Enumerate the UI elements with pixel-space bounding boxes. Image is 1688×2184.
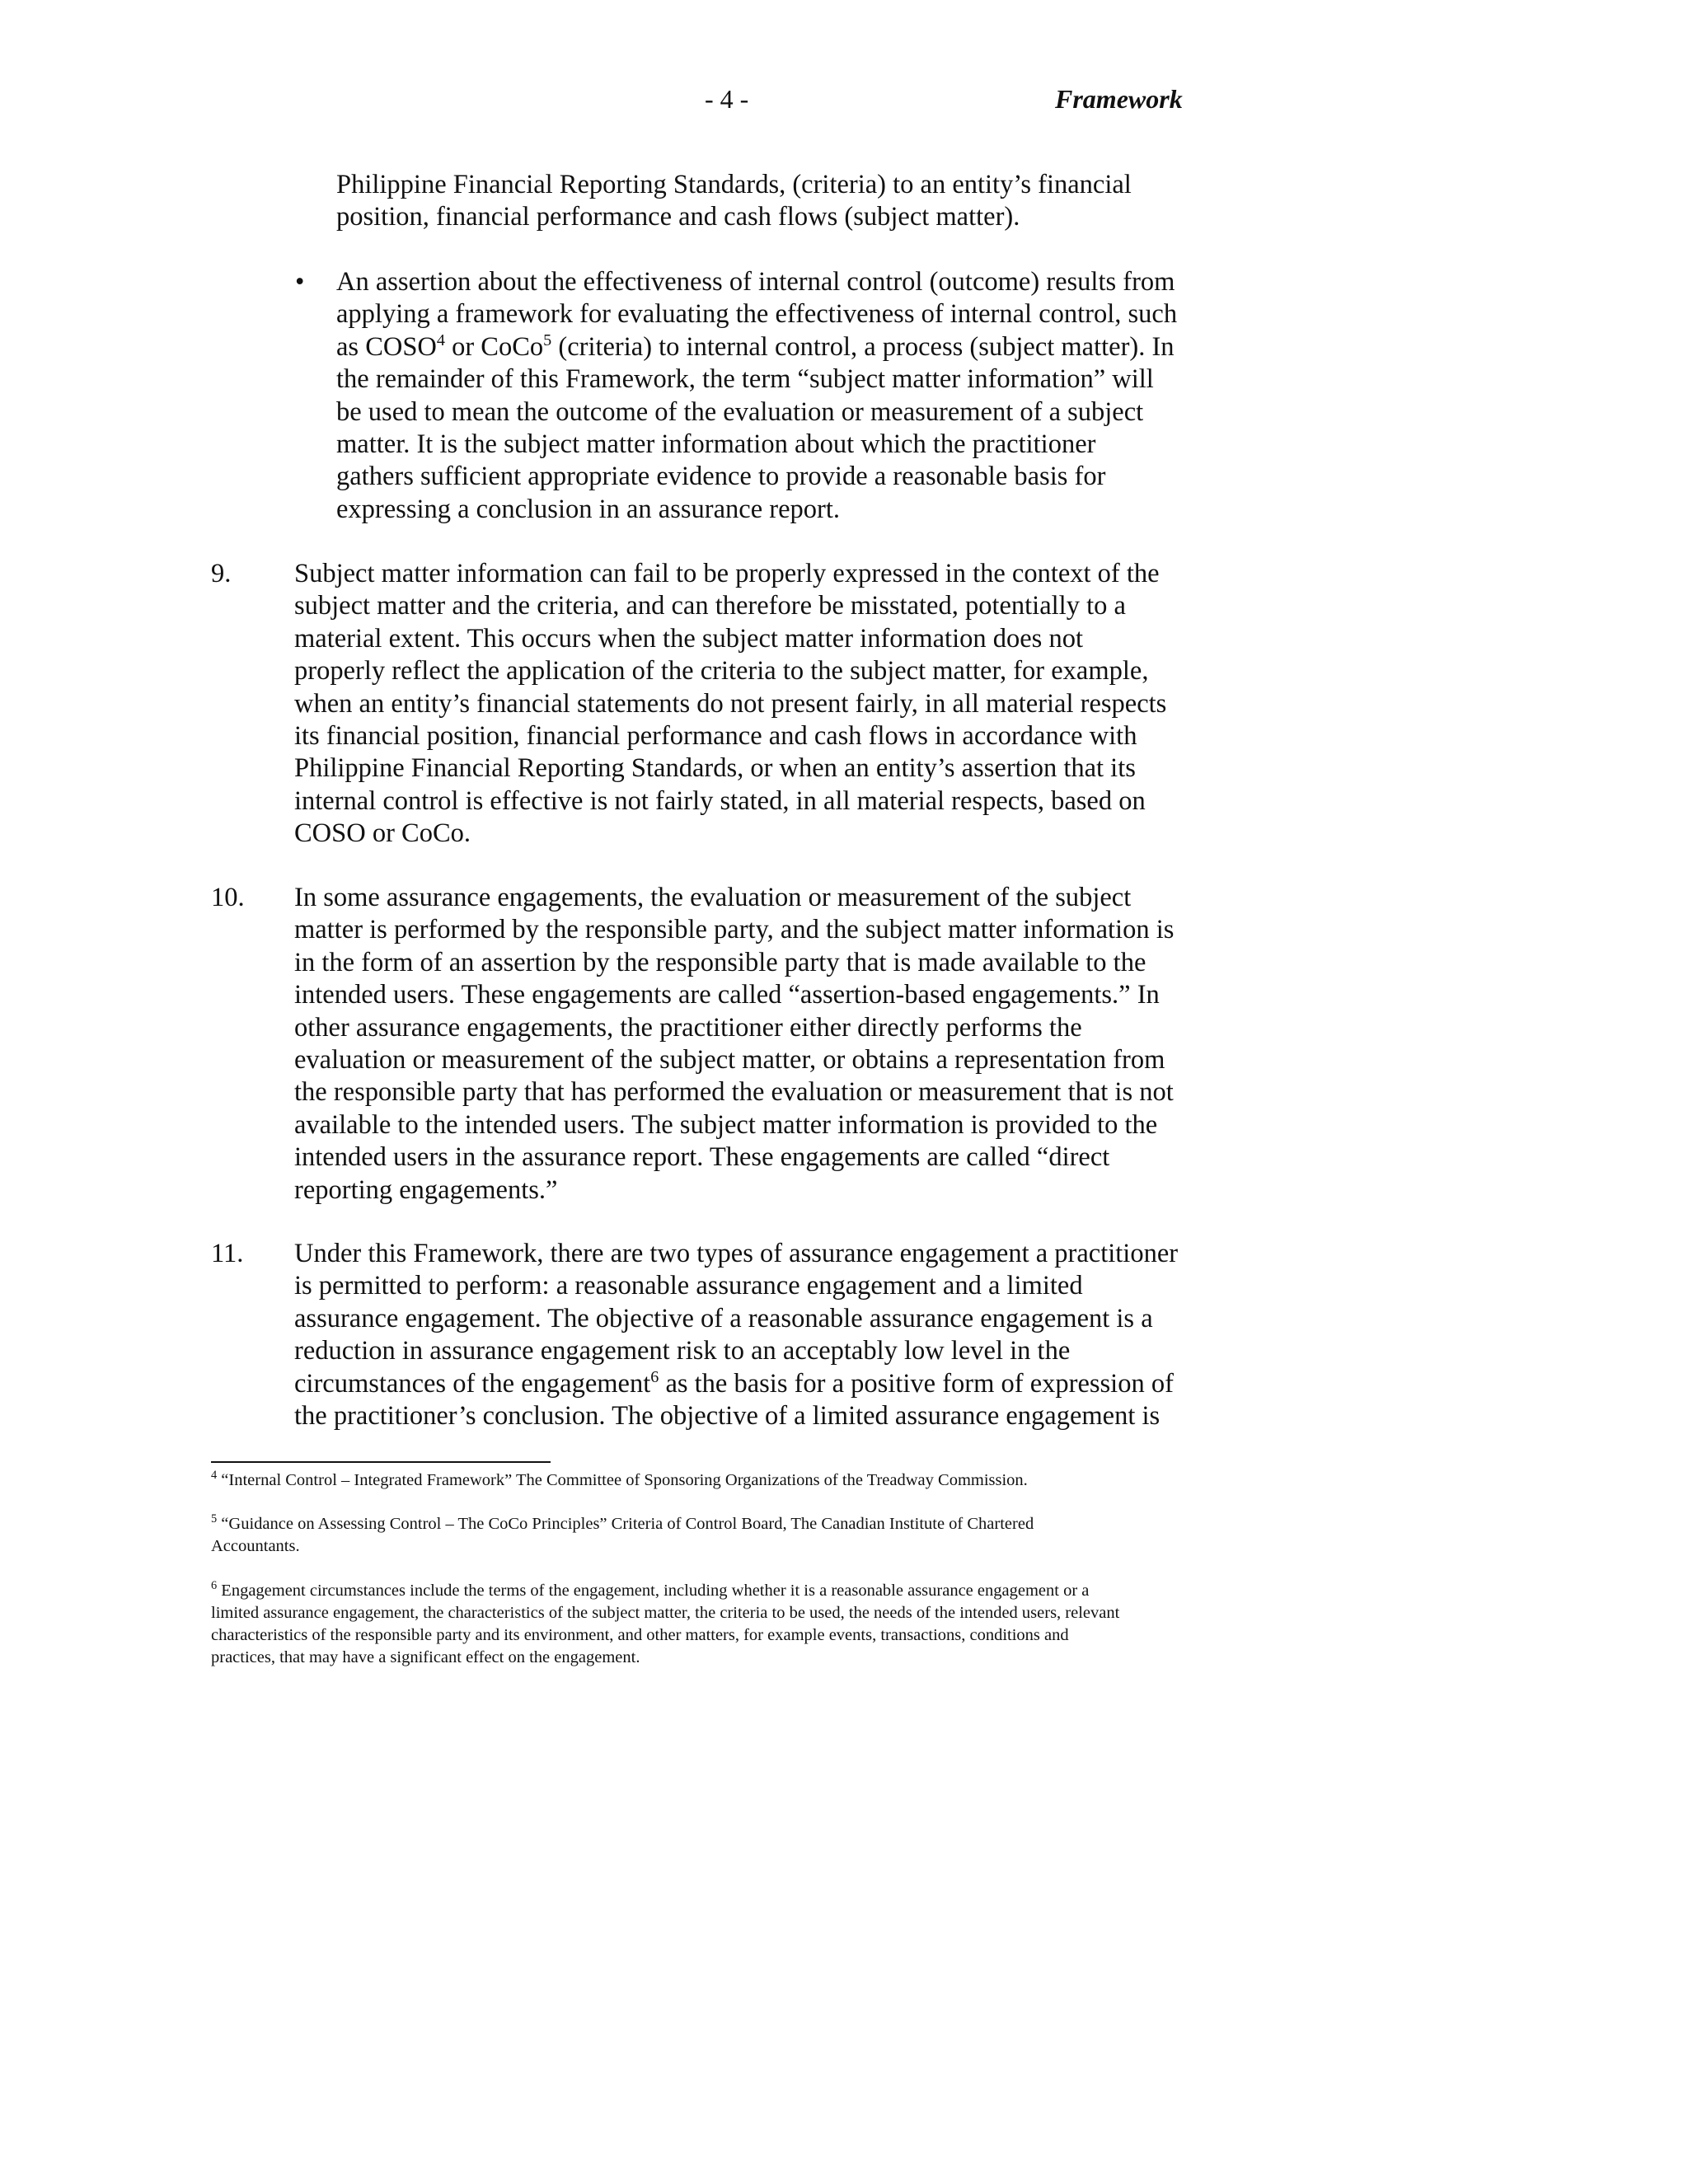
text-line: subject matter and the criteria, and can therefore be misstated, potentially to a: [294, 591, 1126, 621]
text-line: gathers sufficient appropriate evidence to provide a reasonable basis for: [336, 462, 1106, 492]
document-title: Framework: [1055, 84, 1183, 114]
text-line: in the form of an assertion by the responsible party that is made available to the: [294, 947, 1146, 977]
text-line: internal control is effective is not fairly stated, in all material respects, based on: [294, 785, 1146, 816]
text-line: intended users. These engagements are called “assertion-based engagements.” In: [294, 980, 1160, 1010]
text-line: assurance engagement. The objective of a reasonable assurance engagement is a: [294, 1303, 1153, 1333]
footnote-line: practices, that may have a significant effect on the engagement.: [211, 1648, 640, 1666]
page-header: [0, 84, 1688, 125]
footnote-text: Engagement circumstances include the terms of the engagement, including whether it is a reasonable assurance engagement or a: [217, 1582, 1090, 1600]
text-run: as the basis for a positive form of expression of: [659, 1368, 1174, 1399]
footnote-line: [211, 1513, 1241, 1535]
text-line: Subject matter information can fail to be properly expressed in the context of the: [294, 559, 1160, 588]
text-line: other assurance engagements, the practitioner either directly performs the: [294, 1012, 1082, 1043]
footnote-line: Accountants.: [211, 1537, 300, 1555]
bullet-marker: •: [295, 267, 305, 297]
text-line: its financial position, financial performance and cash flows in accordance with: [294, 721, 1137, 752]
text-line: An assertion about the effectiveness of internal control (outcome) results from: [336, 267, 1175, 297]
footnote-mark: 6: [211, 1579, 218, 1593]
text-line: reporting engagements.”: [294, 1174, 558, 1205]
footnote-separator: [211, 1461, 551, 1463]
text-line: be used to mean the outcome of the evaluation or measurement of a subject: [336, 396, 1144, 427]
text-run: circumstances of the engagement: [294, 1368, 651, 1399]
text-line: expressing a conclusion in an assurance report.: [336, 494, 840, 524]
text-line: properly reflect the application of the criteria to the subject matter, for example,: [294, 656, 1149, 687]
paragraph-number: 10.: [211, 883, 245, 912]
text-line: applying a framework for evaluating the effectiveness of internal control, such: [336, 299, 1178, 330]
footnote-line: [211, 1469, 1241, 1492]
text-line: Philippine Financial Reporting Standards, (criteria) to an entity’s financial: [336, 170, 1132, 199]
footnote-line: [211, 1580, 1241, 1602]
text-line: evaluation or measurement of the subject matter, or obtains a representation from: [294, 1045, 1165, 1076]
paragraph-number: 9.: [211, 559, 232, 588]
footnote-mark: 5: [211, 1512, 218, 1526]
text-line: [336, 331, 1177, 363]
footnote-text: “Guidance on Assessing Control – The CoCo Principles” Criteria of Control Board, The Canadian Institute of Chartered: [217, 1515, 1034, 1533]
footnote-ref-5[interactable]: 5: [543, 330, 552, 349]
text-line: the remainder of this Framework, the term “subject matter information” will: [336, 364, 1154, 395]
text-line: intended users in the assurance report. These engagements are called “direct: [294, 1142, 1110, 1173]
text-line: available to the intended users. The subject matter information is provided to the: [294, 1109, 1158, 1140]
text-line: [294, 1368, 1178, 1400]
footnote-ref-6[interactable]: 6: [650, 1367, 659, 1386]
text-line: In some assurance engagements, the evaluation or measurement of the subject: [294, 883, 1132, 912]
text-line: the responsible party that has performed the evaluation or measurement that is not: [294, 1077, 1174, 1108]
footnote-line: characteristics of the responsible party and its environment, and other matters, for example events, transactions, conditions and: [211, 1626, 1069, 1644]
text-line: is permitted to perform: a reasonable assurance engagement and a limited: [294, 1271, 1083, 1301]
footnote-line: limited assurance engagement, the characteristics of the subject matter, the criteria to be used, the needs of the intended users, relevant: [211, 1604, 1120, 1622]
footnote-5: [211, 1513, 1241, 1558]
footnote-mark: 4: [211, 1469, 218, 1483]
footnote-text: “Internal Control – Integrated Framework” The Committee of Sponsoring Organizations of the Treadway Commission.: [217, 1471, 1028, 1489]
text-line: matter. It is the subject matter information about which the practitioner: [336, 429, 1096, 460]
text-run: (criteria) to internal control, a process (subject matter). In: [551, 331, 1175, 362]
page-number: - 4 -: [705, 84, 749, 114]
text-line: material extent. This occurs when the subject matter information does not: [294, 623, 1083, 654]
text-line: the practitioner’s conclusion. The objective of a limited assurance engagement is: [294, 1401, 1160, 1432]
paragraph-number: 11.: [211, 1239, 244, 1268]
text-line: Under this Framework, there are two types of assurance engagement a practitioner: [294, 1239, 1179, 1268]
text-line: COSO or CoCo.: [294, 818, 471, 849]
text-line: matter is performed by the responsible party, and the subject matter information is: [294, 915, 1175, 945]
text-run: or CoCo: [444, 331, 544, 362]
text-line: when an entity’s financial statements do not present fairly, in all material respects: [294, 688, 1167, 719]
text-line: Philippine Financial Reporting Standards, or when an entity’s assertion that its: [294, 753, 1136, 784]
footnote-4: [211, 1469, 1241, 1492]
text-run: as COSO: [336, 331, 437, 362]
text-line: position, financial performance and cash flows (subject matter).: [336, 202, 1020, 232]
footnote-ref-4[interactable]: 4: [436, 330, 445, 349]
text-line: reduction in assurance engagement risk to an acceptably low level in the: [294, 1336, 1071, 1366]
footnote-6: [211, 1580, 1241, 1669]
